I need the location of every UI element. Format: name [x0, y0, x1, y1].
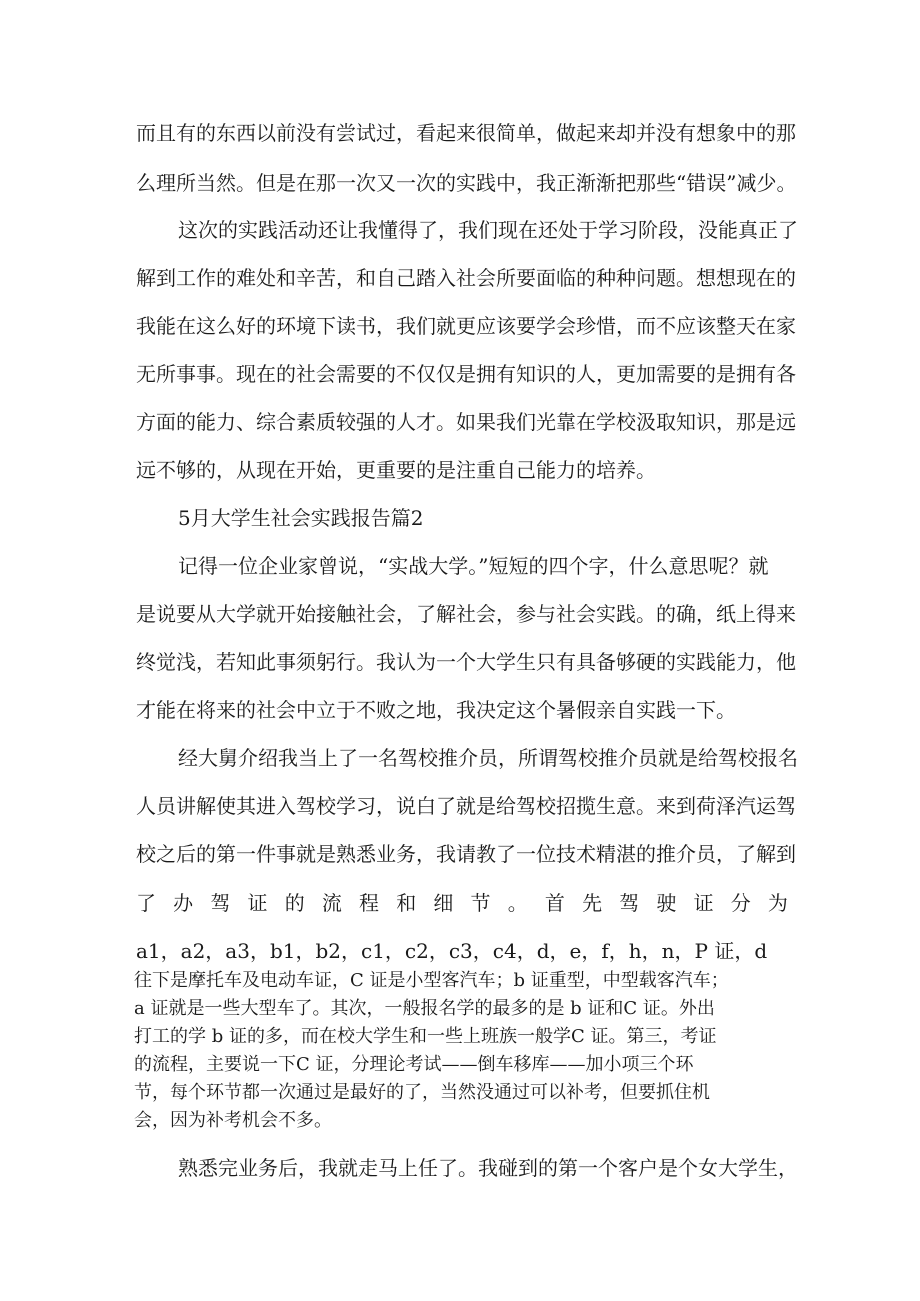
spaced-char: 证	[693, 891, 714, 915]
section-title: 5月大学生社会实践报告篇2	[178, 506, 424, 530]
paragraph-4-small-line-3: 打工的学 b 证的多，而在校大学生和一些上班族一般学C 证。第三，考证	[134, 1026, 717, 1047]
paragraph-5-line-1: 熟悉完业务后，我就走马上任了。我碰到的第一个客户是个女大学生，	[178, 1156, 798, 1180]
spaced-char: 办	[173, 891, 194, 915]
spaced-char: 了	[136, 891, 156, 915]
paragraph-4-spaced-line	[136, 891, 788, 915]
spaced-char: 分	[730, 891, 751, 915]
spaced-char: 驶	[656, 891, 677, 915]
paragraph-4-small-line-6: 会，因为补考机会不多。	[134, 1110, 332, 1131]
spaced-char: 程	[359, 891, 380, 915]
paragraph-4-line-3: 校之后的第一件事就是熟悉业务，我请教了一位技术精湛的推介员，了解到	[136, 842, 796, 866]
paragraph-3-line-1: 记得一位企业家曾说，“实战大学。”短短的四个字，什么意思呢？就	[178, 554, 769, 578]
spaced-char: 细	[433, 891, 454, 915]
paragraph-3-line-4: 才能在将来的社会中立于不败之地，我决定这个暑假亲自实践一下。	[136, 698, 736, 722]
paragraph-4-line-2: 人员讲解使其进入驾校学习，说白了就是给驾校招揽生意。来到荷泽汽运驾	[136, 794, 796, 818]
spaced-char: 的	[284, 891, 305, 915]
spaced-char: 驾	[619, 891, 640, 915]
paragraph-2-line-4: 无所事事。现在的社会需要的不仅仅是拥有知识的人，更加需要的是拥有各	[136, 362, 796, 386]
paragraph-2-line-1: 这次的实践活动还让我懂得了，我们现在还处于学习阶段，没能真正了	[178, 218, 798, 242]
paragraph-1-line-2: 么理所当然。但是在那一次又一次的实践中，我正渐渐把那些“错误”减少。	[136, 171, 797, 195]
spaced-char: 和	[396, 891, 417, 915]
paragraph-4-small-line-1: 往下是摩托车及电动车证，C 证是小型客汽车；b 证重型，中型载客汽车；	[134, 970, 729, 991]
spaced-char: 流	[321, 891, 342, 915]
paragraph-4-codes-line: a1，a2，a3，b1，b2，c1，c2，c3，c4，d，e，f，h，n，P 证，d	[136, 939, 768, 963]
spaced-char: 节	[470, 891, 491, 915]
paragraph-4-small-line-5: 节，每个环节都一次通过是最好的了，当然没通过可以补考，但要抓住机	[134, 1082, 710, 1103]
paragraph-4-small-line-4: 的流程，主要说一下C 证，分理论考试——倒车移库——加小项三个环	[134, 1054, 694, 1075]
paragraph-2-line-3: 我能在这么好的环境下读书，我们就更应该要学会珍惜，而不应该整天在家	[136, 314, 796, 338]
paragraph-2-line-6: 远不够的，从现在开始，更重要的是注重自己能力的培养。	[136, 458, 656, 482]
paragraph-2-line-2: 解到工作的难处和辛苦，和自己踏入社会所要面临的种种问题。想想现在的	[136, 266, 796, 290]
spaced-char: 证	[247, 891, 268, 915]
paragraph-1-line-1: 而且有的东西以前没有尝试过，看起来很简单，做起来却并没有想象中的那	[136, 121, 796, 145]
spaced-char: 首	[544, 891, 565, 915]
paragraph-3-line-3: 终觉浅，若知此事须躬行。我认为一个大学生只有具备够硬的实践能力，他	[136, 650, 796, 674]
paragraph-4-small-line-2: a 证就是一些大型车了。其次，一般报名学的最多的是 b 证和C 证。外出	[134, 998, 715, 1019]
spaced-char: 。	[507, 891, 528, 915]
paragraph-3-line-2: 是说要从大学就开始接触社会，了解社会，参与社会实践。的确，纸上得来	[136, 602, 796, 626]
spaced-char: 为	[767, 891, 788, 915]
paragraph-2-line-5: 方面的能力、综合素质较强的人才。如果我们光靠在学校汲取知识，那是远	[136, 410, 796, 434]
paragraph-4-line-1: 经大舅介绍我当上了一名驾校推介员，所谓驾校推介员就是给驾校报名	[178, 746, 798, 770]
spaced-char: 先	[582, 891, 603, 915]
spaced-char: 驾	[210, 891, 231, 915]
